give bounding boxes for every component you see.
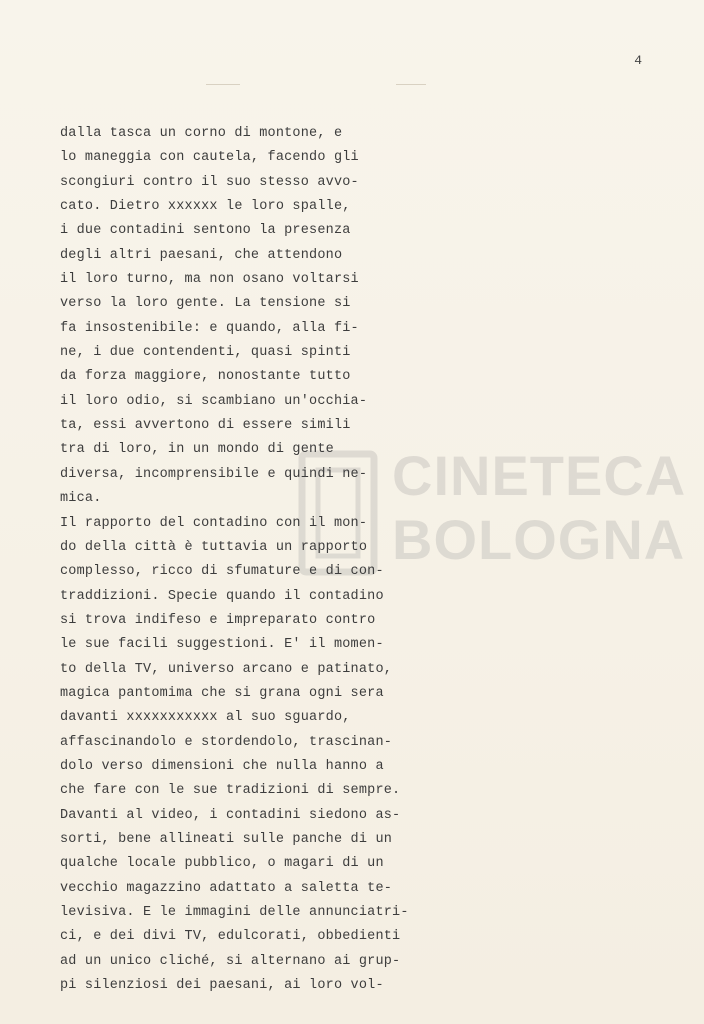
text-line: cato. Dietro xxxxxx le loro spalle, [60,199,351,215]
text-line: Il rapporto del contadino con il mon- [60,515,368,531]
text-line: si trova indifeso e impreparato contro [60,612,376,628]
text-line: pi silenziosi dei paesani, ai loro vol- [60,978,384,994]
watermark-line-2: BOLOGNA [392,508,686,571]
text-line: sorti, bene allineati sulle panche di un [60,831,393,847]
text-line: dolo verso dimensioni che nulla hanno a [60,758,384,774]
watermark-line-1: CINETECA [392,444,687,507]
text-line: to della TV, universo arcano e patinato, [60,661,393,677]
text-line: complesso, ricco di sfumature e di con- [60,564,384,580]
text-line: levisiva. E le immagini delle annunciatri- [60,905,409,920]
text-line: fa insostenibile: e quando, alla fi- [60,320,359,336]
text-line: da forza maggiore, nonostante tutto [60,369,351,385]
text-line: davanti xxxxxxxxxxx al suo sguardo, [60,710,351,726]
faint-mark [206,84,240,85]
text-line: Davanti al video, i contadini siedono as- [60,807,401,823]
text-line: diversa, incomprensibile e quindi ne- [60,466,368,482]
text-line: vecchio magazzino adattato a saletta te- [60,880,393,896]
text-line: ne, i due contendenti, quasi spinti [60,345,351,361]
text-line: tra di loro, in un mondo di gente [60,442,334,458]
text-line: traddizioni. Specie quando il contadino [60,588,384,604]
text-line: scongiuri contro il suo stesso avvo- [60,174,359,190]
text-line: qualche locale pubblico, o magari di un [60,856,384,872]
text-line: che fare con le sue tradizioni di sempre. [60,783,401,799]
text-line: affascinandolo e stordendolo, trascinan- [60,734,393,750]
text-line: il loro turno, ma non osano voltarsi [60,272,359,288]
text-line: il loro odio, si scambiano un'occhia- [60,393,368,409]
text-line: degli altri paesani, che attendono [60,247,343,263]
page-number: 4 [634,53,642,68]
text-line: ci, e dei divi TV, edulcorati, obbedienti [60,929,401,945]
text-line: do della città è tuttavia un rapporto [60,539,368,555]
text-line: i due contadini sentono la presenza [60,223,351,239]
typed-text-block [60,122,440,998]
text-line: le sue facili suggestioni. E' il momen- [60,637,384,653]
text-line: verso la loro gente. La tensione si [60,296,351,312]
text-line: mica. [60,491,102,507]
text-line: ta, essi avvertono di essere simili [60,418,351,434]
faint-mark [396,84,426,85]
text-line: lo maneggia con cautela, facendo gli [60,150,359,166]
text-line: ad un unico cliché, si alternano ai grup- [60,953,401,969]
text-line: dalla tasca un corno di montone, e [60,126,343,141]
text-line: magica pantomima che si grana ogni sera [60,685,384,701]
